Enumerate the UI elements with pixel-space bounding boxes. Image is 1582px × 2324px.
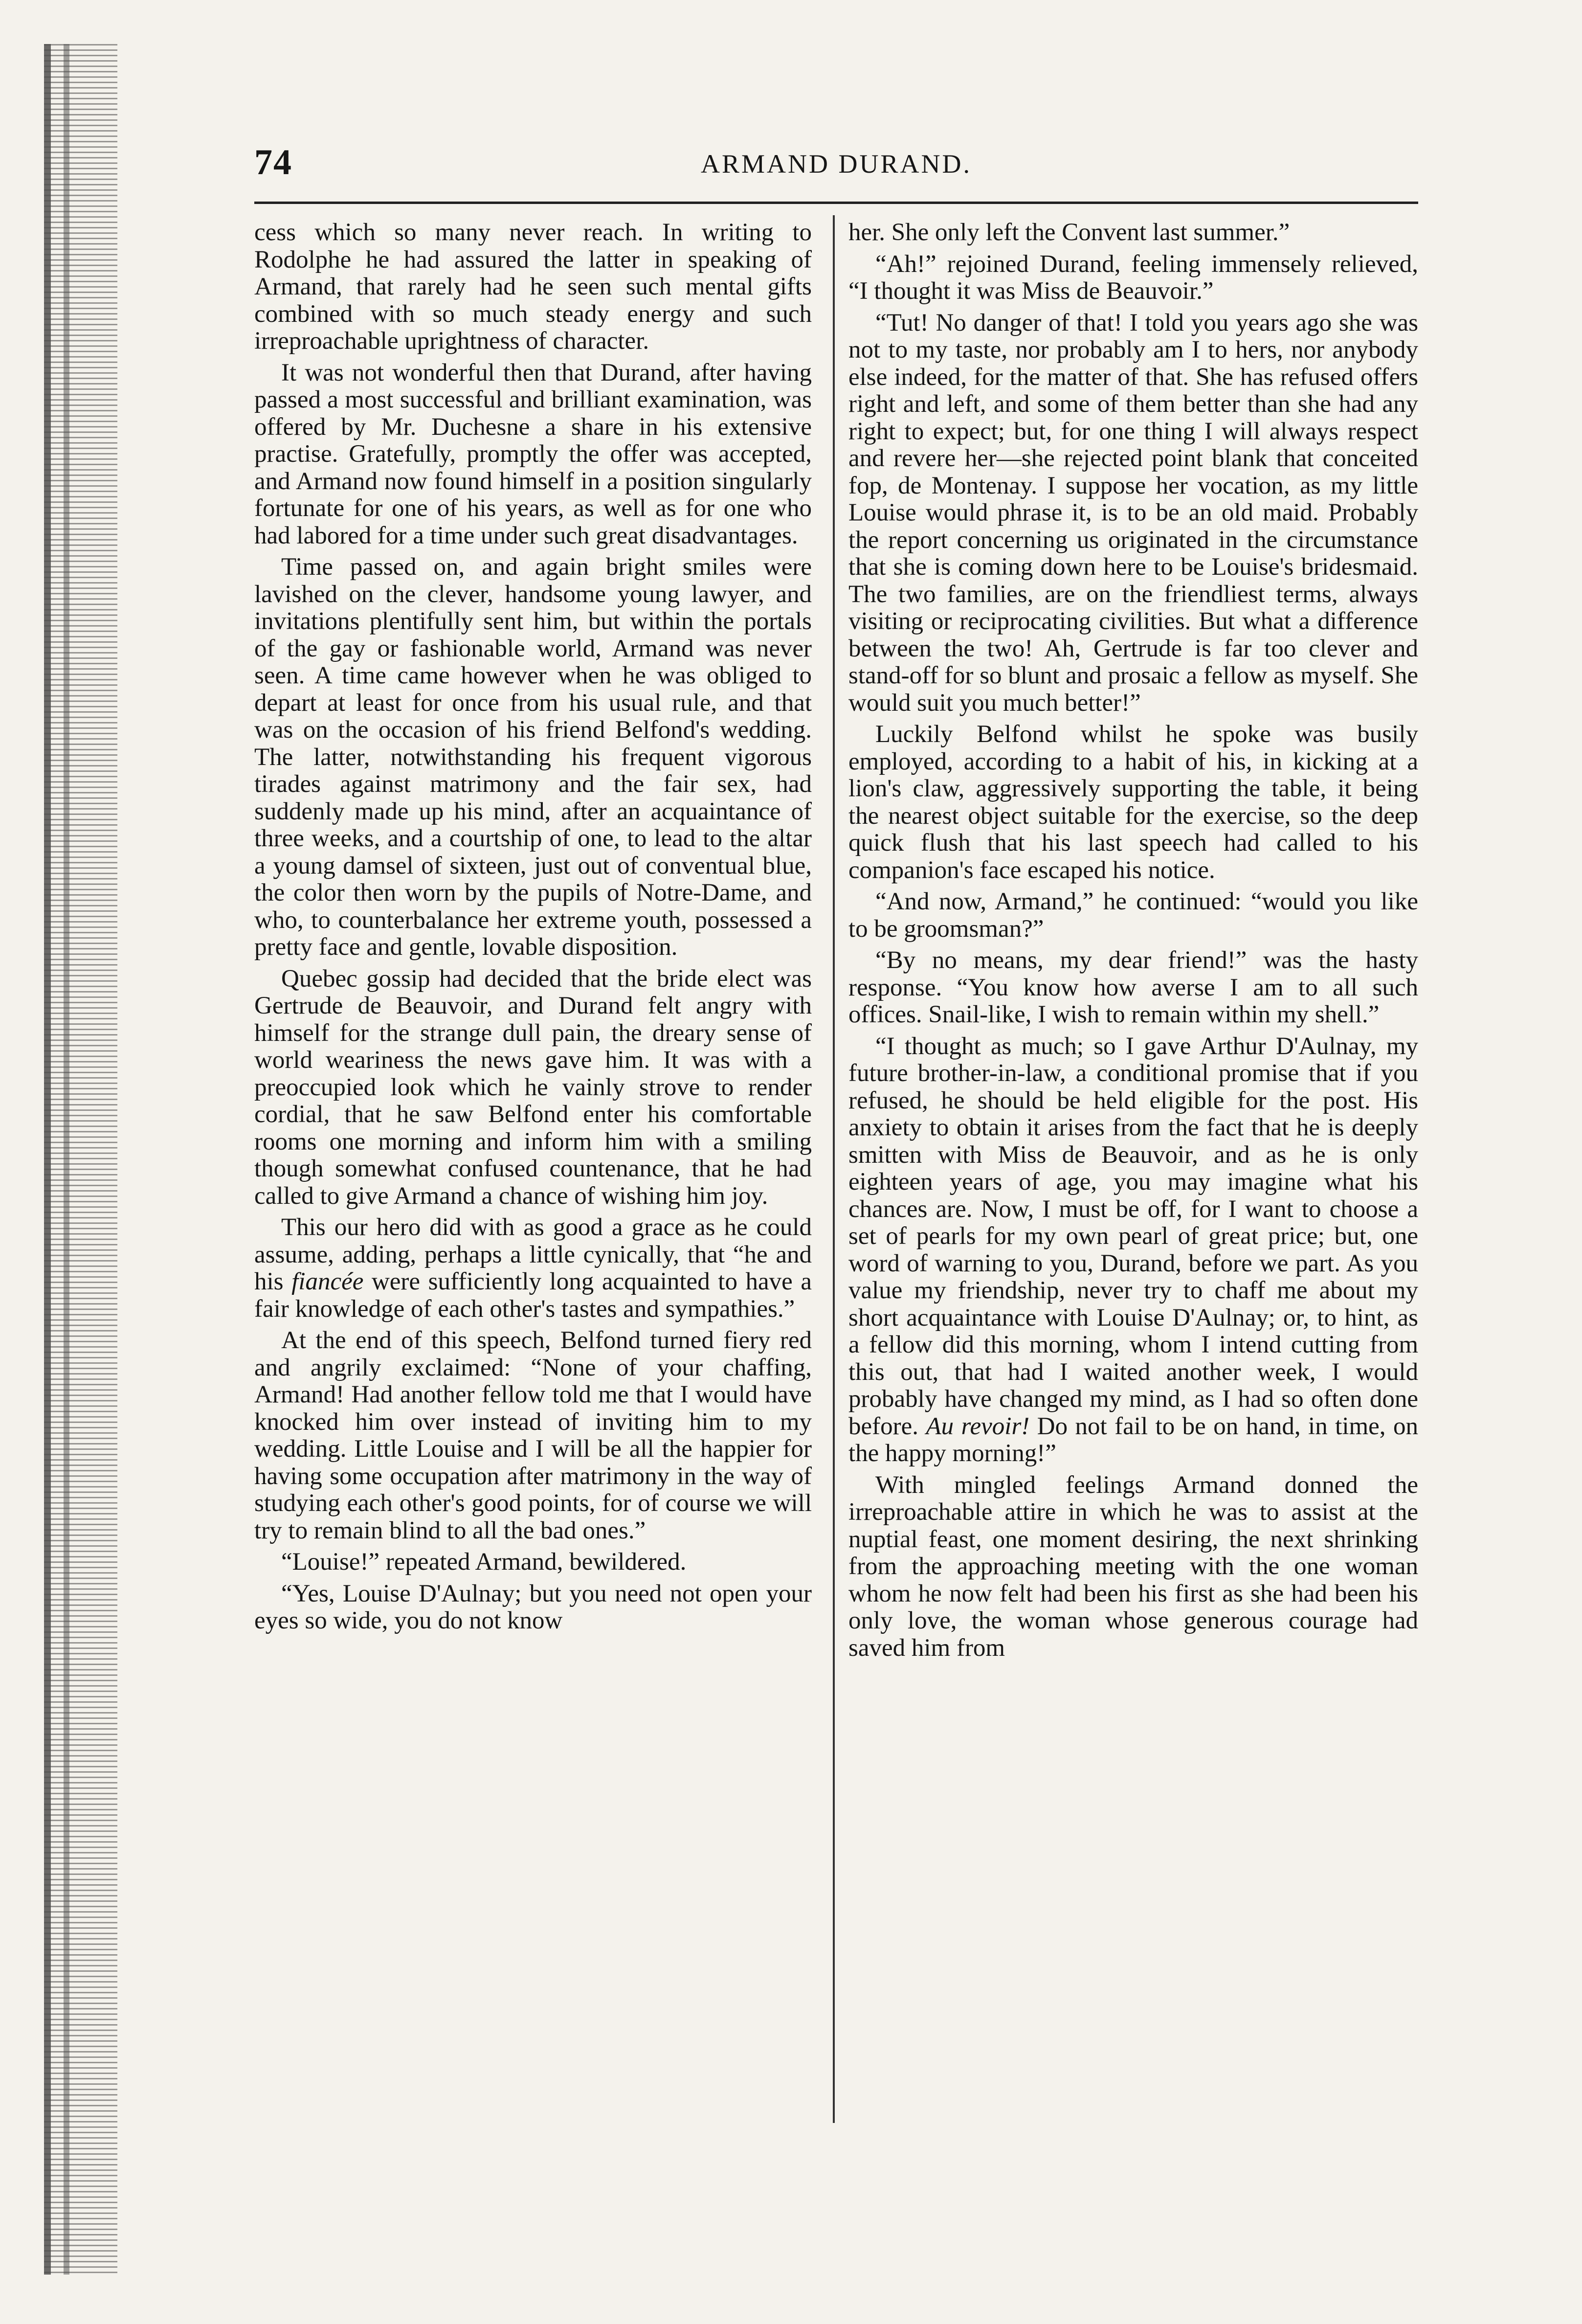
paragraph-text: were sufficiently long acquainted to have a fair knowledge of each other's tastes and sympathies.” [254,1268,812,1323]
paragraph: At the end of this speech, Belfond turned fiery red and angrily exclaimed: “None of your chaffing, Armand! Had another fellow told me that I would have knocked him over instead of inviting him to my wedding. Little Louise and I will be all the happier for having some occupation after matrimony in the way of studying each other's good points, for of course we will try to remain blind to all the bad ones.” [254,1327,812,1544]
paragraph: “Louise!” repeated Armand, bewildered. [281,1548,687,1576]
paragraph: “Ah!” rejoined Durand, feeling immensely relieved, “I thought it was Miss de Beauvoir.” [848,250,1418,305]
paragraph: It was not wonderful then that Durand, after having passed a most successful and brilliant examination, was offered by Mr. Duchesne a share in his extensive practise. Gratefully, promptly the offer was accepted, and Armand now found himself in a position singularly fortunate for one of his years, as well as for one who had labored for a time under such great disadvantages. [254,359,812,549]
page-number: 74 [254,142,292,182]
paragraph: Luckily Belfond whilst he spoke was busily employed, according to a habit of his, in kicking at a lion's claw, aggressively supporting the table, it being the nearest object suitable for the exercise, so the deep quick flush that his last speech had called to his companion's face escaped his notice. [848,721,1418,884]
paragraph-text: “I thought as much; so I gave Arthur D'Aulnay, my future brother-in-law, a conditional promise that if you refused, he should be held eligible for the post. His anxiety to obtain it arises from the fact that he is deeply smitten with Miss de Beauvoir, and as he is only eighteen years of age, you may imagine what his chances are. Now, I must be off, for I want to choose a set of pearls for my own pearl of great price; but, one word of warning to you, Durand, before we part. As you value my friendship, never try to chaff me about my short acquaintance with Louise D'Aulnay; or, to hint, as a fellow did this morning, whom I intend cutting from this out, that had I waited another week, I would probably have changed my mind, as I had so often done before. [848,1032,1418,1440]
binding-edge [44,44,117,2275]
paragraph: “Tut! No danger of that! I told you years ago she was not to my taste, nor probably am I to hers, nor anybody else indeed, for the matter of that. She has refused offers right and left, and some of them better than she had any right to expect; but, for one thing I will always respect and revere her—she rejected point blank that conceited fop, de Montenay. I suppose her vocation, as my little Louise would phrase it, is to be an old maid. Probably the report concerning us originated in the circumstance that she is coming down here to be Louise's bridesmaid. The two families, are on the friendliest terms, always visiting or reciprocating civilities. But what a difference between the two! Ah, Gertrude is far too clever and stand-off for so blunt and prosaic a fellow as myself. She would suit you much better!” [848,309,1418,717]
right-column [848,219,1418,1666]
paragraph: “By no means, my dear friend!” was the hasty response. “You know how averse I am to all such offices. Snail-like, I wish to remain within my shell.” [848,947,1418,1028]
paragraph-text: Do not fail to be on hand, in time, on the happy morning!” [848,1412,1419,1467]
paragraph: With mingled feelings Armand donned the irreproachable attire in which he was to assist at the nuptial feast, one moment desiring, the next shrinking from the approaching meeting with the one woman whom he now felt had been his first as she had been his only love, the woman whose generous courage had saved him from [848,1471,1418,1662]
left-column [254,219,812,1639]
italic-phrase: Au revoir! [926,1412,1030,1440]
running-head [254,142,1418,196]
paragraph: cess which so many never reach. In writing to Rodolphe he had assured the latter in speaking of Armand, that rarely had he seen such mental gifts combined with so much steady energy and such irreproachable uprightness of character. [254,219,812,355]
paragraph: “Yes, Louise D'Aulnay; but you need not open your eyes so wide, you do not know [254,1579,812,1634]
paragraph-text: This our hero did with as good a grace as he could assume, adding, perhaps a little cynically, that “he and his [254,1214,812,1295]
paragraph: her. She only left the Convent last summer.” [848,219,1290,246]
paragraph [848,1033,1418,1467]
paragraph: “And now, Armand,” he continued: “would you like to be groomsman?” [848,888,1418,943]
italic-word: fiancée [291,1268,364,1295]
running-title: ARMAND DURAND. [700,149,972,179]
paragraph: Quebec gossip had decided that the bride elect was Gertrude de Beauvoir, and Durand felt angry with himself for the strange dull pain, the dreary sense of world weariness the news gave him. It was with a preoccupied look which he vainly strove to render cordial, that he saw Belfond enter his comfortable rooms one morning and inform him with a smiling though somewhat confused countenance, that he had called to give Armand a chance of wishing him joy. [254,965,812,1210]
paragraph: Time passed on, and again bright smiles were lavished on the clever, handsome young lawyer, and invitations plentifully sent him, but within the portals of the gay or fashionable world, Armand was never seen. A time came however when he was obliged to depart at least for once from his usual rule, and that was on the occasion of his friend Belfond's wedding. The latter, notwithstanding his frequent vigorous tirades against matrimony and the fair sex, had suddenly made up his mind, after an acquaintance of three weeks, and a courtship of one, to lead to the altar a young damsel of sixteen, just out of conventual blue, the color then worn by the pupils of Notre-Dame, and who, to counterbalance her extreme youth, possessed a pretty face and gentle, lovable disposition. [254,553,812,961]
paragraph [254,1214,812,1323]
header-rule [254,202,1418,204]
column-divider [833,215,835,2123]
